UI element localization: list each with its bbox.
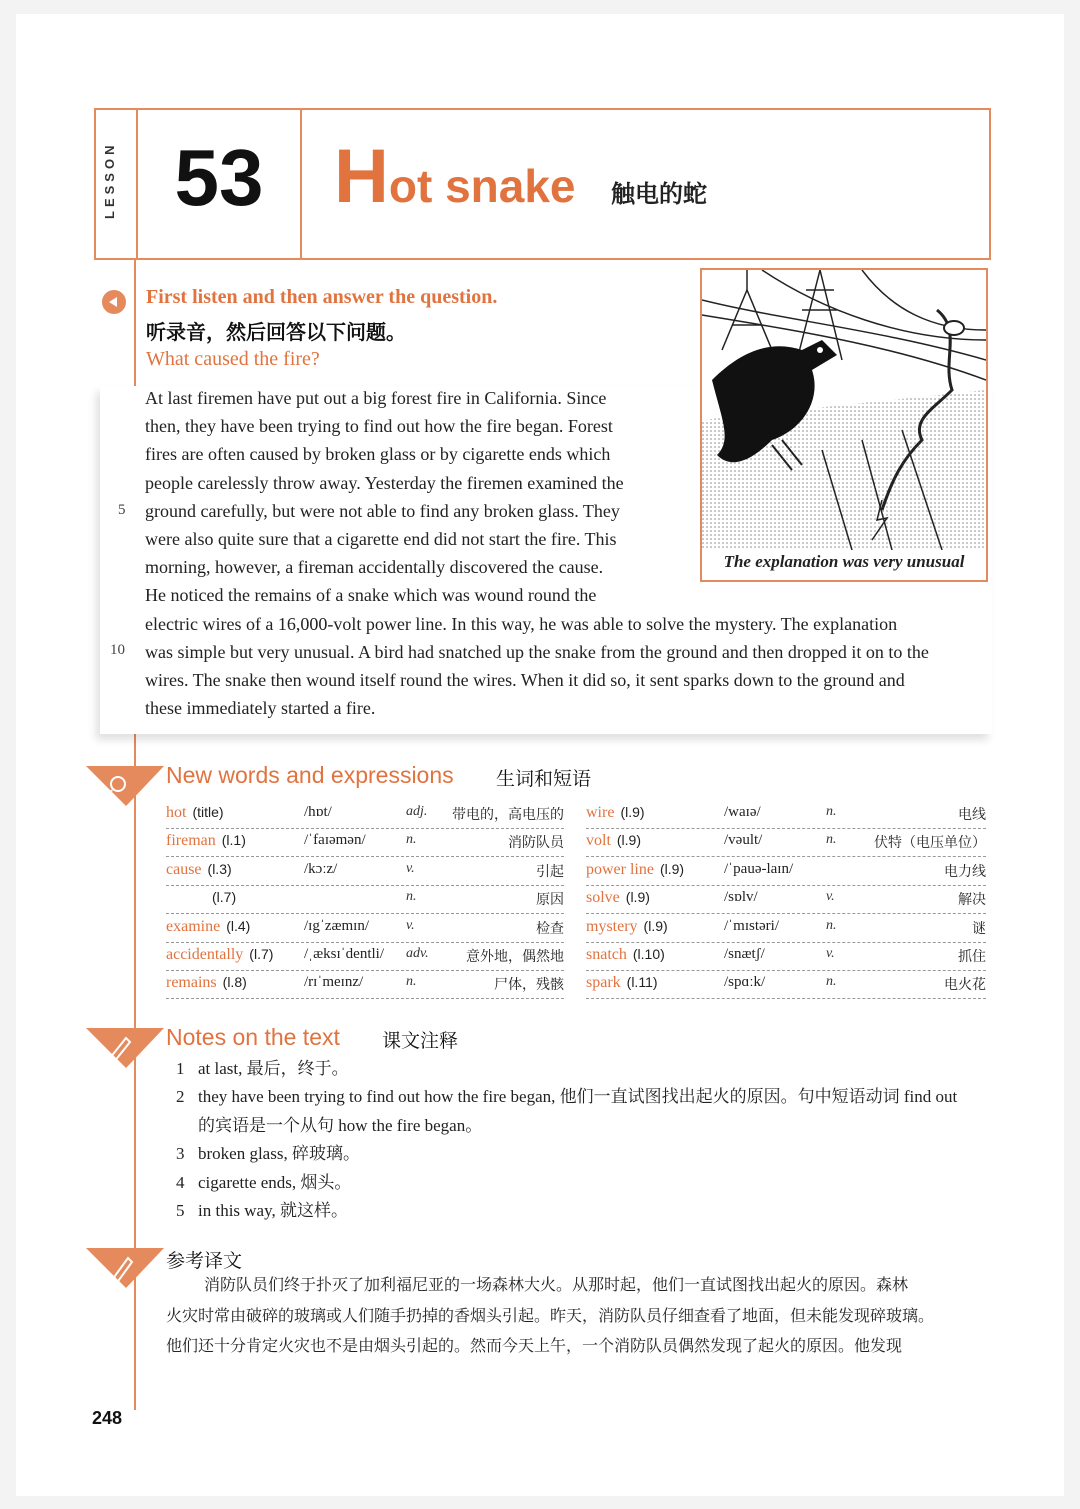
vocab-line-ref: (l.9)	[643, 917, 668, 934]
vocab-row	[166, 857, 564, 886]
note-number: 2	[176, 1087, 185, 1107]
translation-line: 火灾时常由破碎的玻璃或人们随手扔掉的香烟头引起。昨天，消防队员仔细查看了地面，但未能发现碎玻璃。	[166, 1305, 935, 1325]
note-text: in this way, 就这样。	[198, 1201, 349, 1220]
vocab-pronunciation: /waɪə/	[724, 804, 761, 820]
vocab-chinese: 抓住	[958, 949, 986, 965]
vocab-part-of-speech: v.	[826, 946, 835, 961]
note-number: 4	[176, 1172, 185, 1192]
vocab-row	[586, 914, 986, 943]
vocab-line-ref: (l.3)	[207, 860, 232, 877]
vocab-part-of-speech: v.	[406, 917, 415, 933]
vocab-word: mystery	[586, 917, 638, 935]
note-number: 3	[176, 1144, 185, 1164]
vocab-line-ref: (l.9)	[616, 832, 642, 849]
vocab-line-ref: (l.7)	[249, 946, 274, 962]
vocab-word: wire	[586, 804, 615, 821]
illustration-caption: The explanation was very unusual	[723, 552, 965, 571]
vocab-line-ref: (l.7)	[212, 889, 237, 906]
passage-line: these immediately started a fire.	[145, 698, 376, 719]
note-text: they have been trying to find out how the fire began, 他们一直试图找出起火的原因。句中短语动词 find out	[198, 1087, 958, 1107]
passage-line: wires. The snake then wound itself round the wires. When it did so, it sent sparks down to the ground and	[145, 670, 905, 691]
vocab-line-ref: (l.9)	[625, 889, 650, 906]
vocab-pronunciation: /ˌæksɪˈdentli/	[304, 946, 384, 962]
vocab-word: volt	[586, 832, 611, 850]
vocab-pronunciation: /ˈpauə-laɪn/	[724, 860, 794, 877]
lightbulb-icon	[86, 752, 164, 806]
vocab-part-of-speech: n.	[826, 804, 837, 819]
vocab-chinese: 尸体，残骸	[494, 977, 564, 994]
vocab-word: power line	[586, 860, 654, 878]
vocab-pronunciation: /ˈfaɪəmən/	[304, 832, 366, 849]
note-text: cigarette ends, 烟头。	[198, 1172, 352, 1192]
vocab-pronunciation: /spɑːk/	[724, 974, 766, 991]
vocab-chinese: 电火花	[944, 977, 986, 994]
vocab-chinese: 原因	[536, 892, 564, 909]
vocab-line-ref: (l.4)	[226, 917, 251, 934]
speaker-icon[interactable]	[102, 290, 126, 314]
illustration-frame	[700, 268, 988, 582]
note-number: 1	[176, 1059, 185, 1078]
notes-title-chinese: 课文注释	[382, 1030, 459, 1052]
note-item	[176, 1111, 482, 1136]
vocab-pronunciation: /ˈmɪstəri/	[724, 917, 779, 934]
listen-instruction: First listen and then answer the question.	[146, 286, 498, 308]
vocab-part-of-speech: n.	[406, 832, 417, 848]
vocab-chinese: 电线	[958, 807, 986, 823]
passage-line: fires are often caused by broken glass or by cigarette ends which	[145, 444, 611, 465]
lesson-number: 53	[174, 133, 264, 222]
vocab-line-ref: (l.8)	[222, 974, 247, 991]
note-item	[176, 1082, 957, 1107]
line-number: 10	[110, 642, 125, 658]
vocab-chinese: 带电的，高电压的	[452, 807, 564, 823]
vocab-row	[586, 970, 986, 999]
vocab-title: New words and expressions	[166, 762, 454, 788]
comprehension-question: What caused the fire?	[146, 348, 320, 370]
vocab-chinese: 意外地，偶然地	[466, 949, 564, 965]
vocab-line-ref: (l.11)	[626, 974, 658, 991]
note-text: broken glass, 碎玻璃。	[198, 1144, 360, 1164]
line-number: 5	[118, 502, 126, 518]
vocab-pronunciation: /ɪgˈzæmɪn/	[304, 917, 369, 934]
vocab-row	[586, 857, 986, 886]
vocab-chinese: 消防队员	[508, 835, 564, 852]
vocab-pronunciation: /sɒlv/	[724, 889, 758, 906]
vocab-word: snatch	[586, 946, 627, 963]
vocab-chinese: 引起	[536, 863, 564, 880]
vocab-word: accidentally	[166, 946, 244, 963]
note-number: 5	[176, 1201, 185, 1220]
bird-snake-powerline-illustration	[702, 270, 986, 550]
vocab-row	[166, 800, 564, 829]
vocab-pronunciation: /hɒt/	[304, 804, 332, 820]
note-item	[176, 1139, 360, 1164]
passage-line: people carelessly throw away. Yesterday the firemen examined the	[145, 472, 624, 493]
vocab-row	[586, 885, 986, 914]
vocab-word: examine	[166, 917, 221, 935]
vocab-word: remains	[166, 974, 217, 992]
note-item	[176, 1196, 348, 1221]
translation-line: 他们还十分肯定火灾也不是由烟头引起的。然而今天上午，一个消防队员偶然发现了起火的原因。他发现	[166, 1336, 903, 1355]
vocab-word: cause	[166, 860, 202, 878]
vocab-row	[166, 942, 564, 971]
vocab-row	[166, 970, 564, 999]
vocab-row	[586, 800, 986, 829]
vocab-chinese: 电力线	[944, 863, 986, 880]
vocab-row	[166, 828, 564, 857]
vocab-row	[166, 885, 564, 914]
passage-line: electric wires of a 16,000-volt power line. In this way, he was able to solve the mystery. The explanation	[145, 613, 898, 634]
vocab-part-of-speech: n.	[826, 974, 837, 990]
passage-line: morning, however, a fireman accidentally discovered the cause.	[145, 557, 604, 578]
note-item	[176, 1168, 351, 1193]
vocab-part-of-speech: adv.	[406, 946, 429, 961]
vocab-chinese: 谜	[972, 920, 986, 937]
passage-line: then, they have been trying to find out how the fire began. Forest	[145, 416, 613, 437]
vocab-line-ref: (l.9)	[659, 860, 685, 877]
title-rest: ot snake	[388, 160, 576, 212]
textbook-page	[16, 14, 1064, 1496]
vocab-part-of-speech: n.	[826, 917, 837, 933]
passage-line: were also quite sure that a cigarette end did not start the fire. This	[145, 529, 617, 550]
vocab-part-of-speech: n.	[406, 974, 417, 990]
vocab-part-of-speech: n.	[826, 832, 837, 848]
notes-title: Notes on the text	[166, 1024, 340, 1050]
vocab-row	[166, 914, 564, 943]
vocab-line-ref: (l.10)	[632, 946, 665, 962]
title-initial: H	[334, 134, 389, 219]
listen-instruction-chinese: 听录音，然后回答以下问题。	[146, 320, 406, 344]
note-text: at last, 最后，终于。	[198, 1059, 349, 1078]
lesson-label: LESSON	[102, 141, 117, 219]
vocab-row	[586, 942, 986, 971]
header-divider	[300, 110, 302, 258]
pencil-icon	[86, 1014, 164, 1068]
translation-line: 消防队员们终于扑灭了加利福尼亚的一场森林大火。从那时起，他们一直试图找出起火的原因。森林	[204, 1275, 909, 1294]
note-item	[176, 1054, 349, 1079]
lesson-title-chinese: 触电的蛇	[611, 180, 707, 208]
page-number: 248	[92, 1408, 123, 1428]
vocab-chinese: 解决	[958, 892, 986, 909]
vocab-line-ref: (l.1)	[221, 832, 246, 849]
passage-line: ground carefully, but were not able to find any broken glass. They	[145, 500, 620, 521]
vocab-line-ref: (title)	[192, 804, 224, 820]
vocab-chinese: 检查	[536, 920, 564, 937]
vocab-word: fireman	[166, 832, 216, 850]
vocab-pronunciation: /vəult/	[724, 832, 763, 849]
vocab-part-of-speech: v.	[826, 889, 835, 905]
vocab-word: solve	[586, 889, 620, 907]
translation-text	[166, 1270, 988, 1362]
pen-icon	[86, 1234, 164, 1288]
vocab-chinese: 伏特（电压单位）	[874, 835, 986, 852]
vocab-part-of-speech: v.	[406, 860, 415, 876]
vocab-line-ref: (l.9)	[620, 804, 645, 820]
vocab-pronunciation: /kɔːz/	[304, 860, 338, 877]
vocab-pronunciation: /snætʃ/	[724, 946, 765, 962]
passage-line: was simple but very unusual. A bird had snatched up the snake from the ground and then dropped it on to the	[145, 641, 929, 662]
lesson-header	[94, 108, 991, 260]
lesson-title	[334, 132, 576, 231]
passage-line: At last firemen have put out a big forest fire in California. Since	[145, 388, 607, 408]
vocab-word: hot	[166, 804, 187, 821]
passage-line: He noticed the remains of a snake which was wound round the	[145, 585, 597, 606]
vocab-row	[586, 828, 986, 857]
translation-title: 参考译文	[166, 1250, 243, 1272]
vocab-word: spark	[586, 974, 621, 992]
vocab-part-of-speech: n.	[406, 889, 417, 905]
note-text: 的宾语是一个从句 how the fire began。	[198, 1115, 483, 1135]
vocab-title-chinese: 生词和短语	[496, 768, 592, 790]
vocab-part-of-speech: adj.	[406, 804, 428, 819]
vocab-pronunciation: /rɪˈmeɪnz/	[304, 974, 364, 991]
